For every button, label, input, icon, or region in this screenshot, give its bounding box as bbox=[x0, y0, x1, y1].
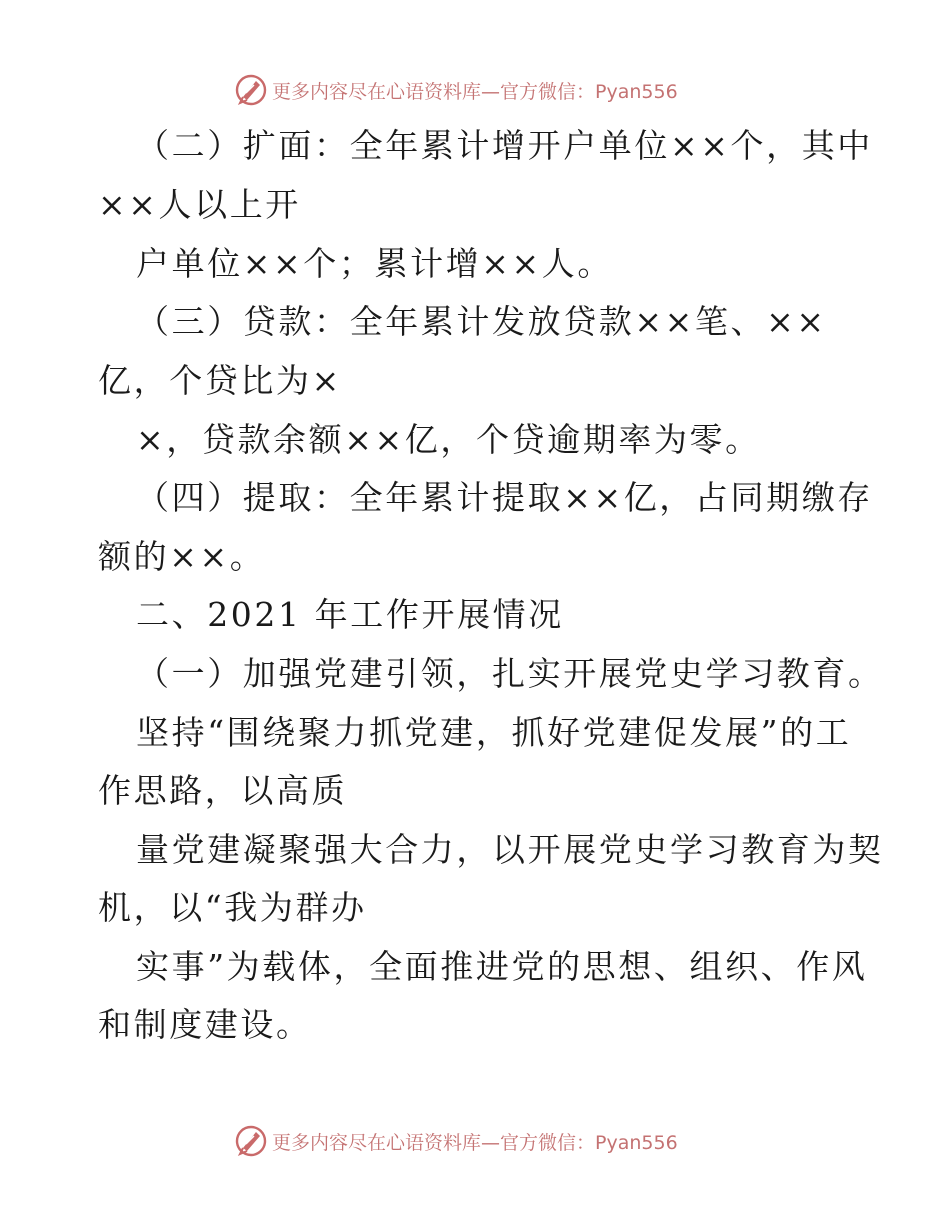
watermark-text: 更多内容尽在心语资料库—官方微信：Pyan556 bbox=[272, 80, 678, 103]
body-line: 坚持“围绕聚力抓党建，抓好党建促发展”的工 bbox=[136, 713, 852, 752]
body-line: （二）扩面：全年累计增开户单位××个，其中 bbox=[136, 126, 873, 165]
body-line: 户单位××个；累计增××人。 bbox=[136, 244, 614, 283]
body-line: 额的××。 bbox=[98, 537, 266, 576]
body-line: （四）提取：全年累计提取××亿，占同期缴存 bbox=[136, 478, 873, 517]
body-line: 和制度建设。 bbox=[98, 1005, 312, 1044]
body-line: （三）贷款：全年累计发放贷款××笔、×× bbox=[136, 302, 827, 341]
body-line: 机，以“我为群办 bbox=[98, 888, 367, 927]
watermark-text: 更多内容尽在心语资料库—官方微信：Pyan556 bbox=[272, 1131, 678, 1154]
body-line: （一）加强党建引领，扎实开展党史学习教育。 bbox=[136, 654, 884, 693]
quill-logo-icon bbox=[234, 1124, 268, 1158]
body-line: ××人以上开 bbox=[98, 185, 301, 224]
body-line: 亿，个贷比为× bbox=[98, 361, 342, 400]
body-line: 实事”为载体，全面推进党的思想、组织、作风 bbox=[136, 947, 868, 986]
body-line: 作思路，以高质 bbox=[98, 771, 348, 810]
section-heading: 二、2021 年工作开展情况 bbox=[136, 595, 564, 634]
footer-watermark bbox=[234, 1124, 678, 1158]
body-line: 量党建凝聚强大合力，以开展党史学习教育为契 bbox=[136, 830, 884, 869]
body-line: ×，贷款余额××亿，个贷逾期率为零。 bbox=[136, 420, 761, 459]
